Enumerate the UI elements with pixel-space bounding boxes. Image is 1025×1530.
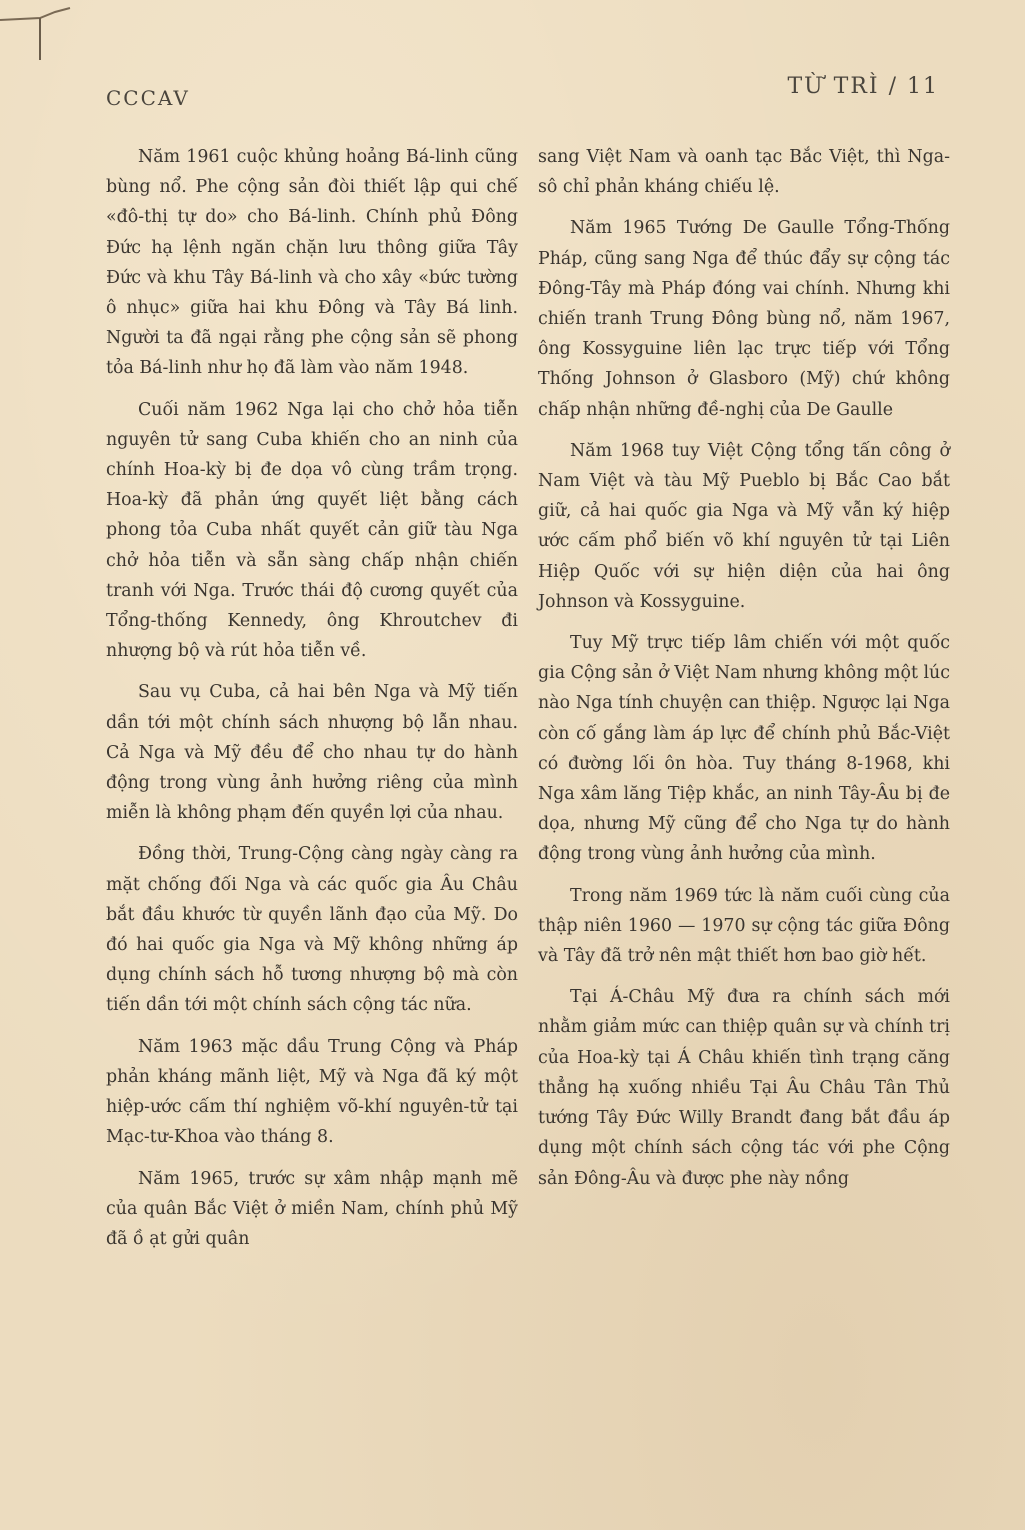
paragraph: Cuối năm 1962 Nga lại cho chở hỏa tiễn nguyên tử sang Cuba khiến cho an ninh của chính Hoa-kỳ bị đe dọa vô cùng trầm trọng. Hoa-kỳ đã phản ứng quyết liệt bằng cách phong tỏa Cuba nhất quyết cản giữ tàu Nga chở hỏa tiễn và sẵn sàng chấp nhận chiến tranh với Nga. Trước thái độ cương quyết của Tổng-thống Kennedy, ông Khroutchev đi nhượng bộ và rút hỏa tiễn về.	[106, 399, 518, 662]
running-header-right: TỪ TRÌ / 11	[787, 74, 939, 99]
left-text-column	[106, 142, 518, 1265]
paragraph: Sau vụ Cuba, cả hai bên Nga và Mỹ tiến dần tới một chính sách nhượng bộ lẫn nhau. Cả Nga và Mỹ đều để cho nhau tự do hành động trong vùng ảnh hưởng riêng của mình miễn là không phạm đến quyền lợi của nhau.	[106, 682, 518, 824]
paragraph: Trong năm 1969 tức là năm cuối cùng của thập niên 1960 — 1970 sự cộng tác giữa Đông và Tây đã trở nên mật thiết hơn bao giờ hết.	[538, 885, 950, 967]
paragraph: Tại Á-Châu Mỹ đưa ra chính sách mới nhằm giảm mức can thiệp quân sự và chính trị của Hoa-kỳ tại Á Châu khiến tình trạng căng thẳng hạ xuống nhiều Tại Âu Châu Tân Thủ tướng Tây Đức Willy Brandt đang bắt đầu áp dụng một chính sách cộng tác với phe Cộng sản Đông-Âu và được phe này nồng	[538, 987, 950, 1189]
paragraph: Năm 1961 cuộc khủng hoảng Bá-linh cũng bùng nổ. Phe cộng sản đòi thiết lập qui chế «đô-thị tự do» cho Bá-linh. Chính phủ Đông Đức hạ lệnh ngăn chặn lưu thông giữa Tây Đức và khu Tây Bá-linh và cho xây «bức tường ô nhục» giữa hai khu Đông và Tây Bá linh. Người ta đã ngại rằng phe cộng sản sẽ phong tỏa Bá-linh như họ đã làm vào năm 1948.	[106, 147, 518, 379]
paragraph-continuation: sang Việt Nam và oanh tạc Bắc Việt, thì Nga-sô chỉ phản kháng chiếu lệ.	[538, 147, 950, 198]
paragraph: Tuy Mỹ trực tiếp lâm chiến với một quốc gia Cộng sản ở Việt Nam nhưng không một lúc nào Nga tính chuyện can thiệp. Ngược lại Nga còn cố gắng làm áp lực để chính phủ Bắc-Việt có đường lối ôn hòa. Tuy tháng 8-1968, khi Nga xâm lăng Tiệp khắc, an ninh Tây-Âu bị đe dọa, nhưng Mỹ cũng để cho Nga tự do hành động trong vùng ảnh hưởng của mình.	[538, 633, 950, 865]
paragraph: Năm 1968 tuy Việt Cộng tổng tấn công ở Nam Việt và tàu Mỹ Pueblo bị Bắc Cao bắt giữ, cả hai quốc gia Nga và Mỹ vẫn ký hiệp ước cấm phổ biến võ khí nguyên tử tại Liên Hiệp Quốc với sự hiện diện của hai ông Johnson và Kossyguine.	[538, 440, 950, 612]
torn-corner-mark	[0, 0, 90, 70]
paragraph: Năm 1965, trước sự xâm nhập mạnh mẽ của quân Bắc Việt ở miền Nam, chính phủ Mỹ đã ồ ạt gửi quân	[106, 1168, 518, 1249]
paragraph: Năm 1965 Tướng De Gaulle Tổng-Thống Pháp, cũng sang Nga để thúc đẩy sự cộng tác Đông-Tây mà Pháp đóng vai chính. Nhưng khi chiến tranh Trung Đông bùng nổ, năm 1967, ông Kossyguine liên lạc trực tiếp với Tổng Thống Johnson ở Glasboro (Mỹ) chứ không chấp nhận những đề-nghị của De Gaulle	[538, 218, 950, 420]
paragraph: Năm 1963 mặc dầu Trung Cộng và Pháp phản kháng mãnh liệt, Mỹ và Nga đã ký một hiệp-ước cấm thí nghiệm võ-khí nguyên-tử tại Mạc-tư-Khoa vào tháng 8.	[106, 1036, 518, 1148]
paragraph: Đồng thời, Trung-Cộng càng ngày càng ra mặt chống đối Nga và các quốc gia Âu Châu bắt đầu khước từ quyền lãnh đạo của Mỹ. Do đó hai quốc gia Nga và Mỹ không những áp dụng chính sách hỗ tương nhượng bộ mà còn tiến dần tới một chính sách cộng tác nữa.	[106, 844, 518, 1016]
right-text-column	[538, 142, 950, 1205]
running-header-left: CCCAV	[106, 86, 190, 110]
